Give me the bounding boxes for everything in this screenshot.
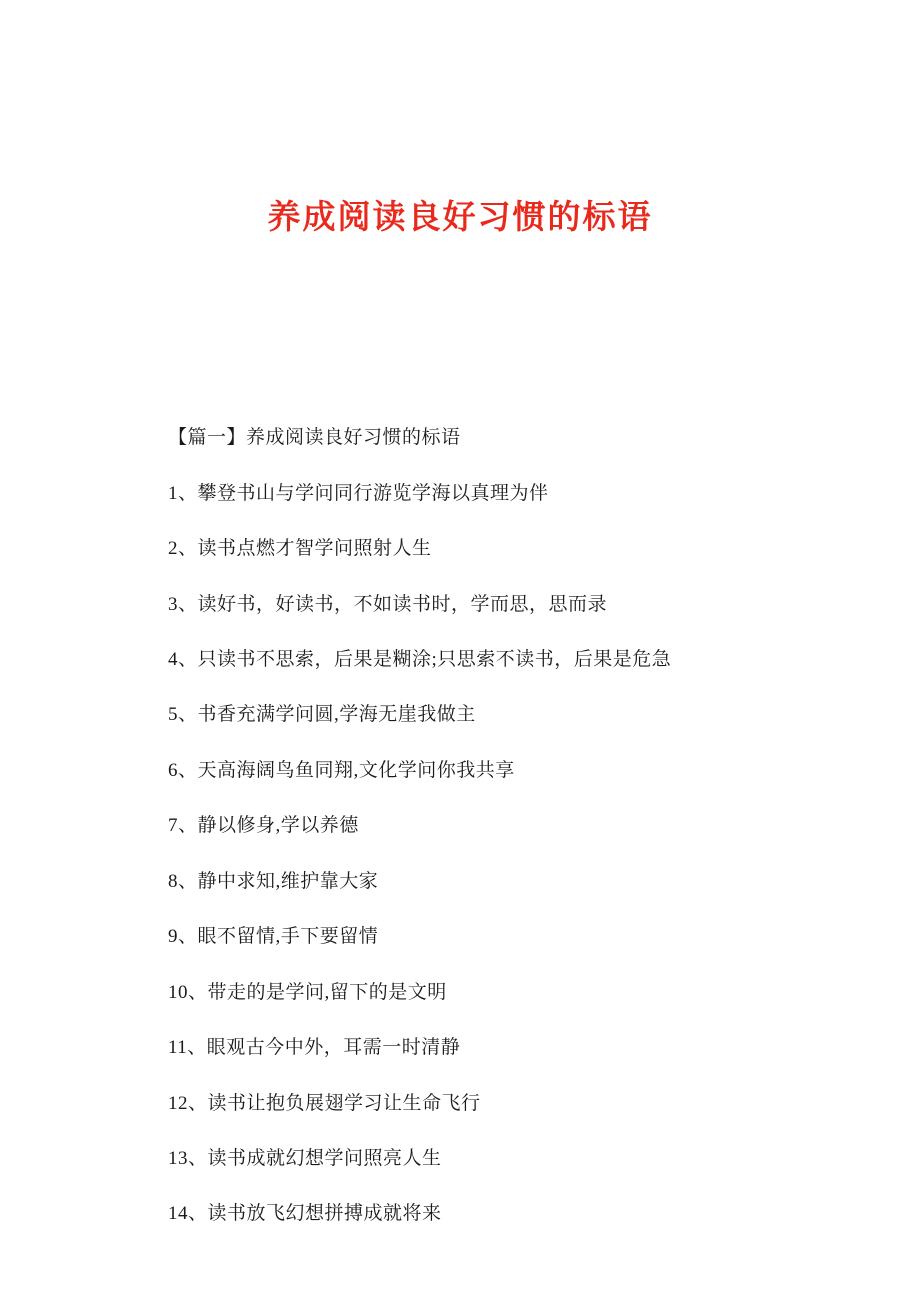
list-item: 2、读书点燃才智学问照射人生 (168, 538, 432, 560)
document-body (0, 423, 920, 1229)
list-item: 8、静中求知,维护靠大家 (168, 870, 379, 892)
list-item: 6、天高海阔鸟鱼同翔,文化学问你我共享 (168, 759, 515, 781)
list-item: 12、读书让抱负展翅学习让生命飞行 (168, 1092, 481, 1114)
list-item: 9、眼不留情,手下要留情 (168, 926, 379, 948)
page-title: 养成阅读良好习惯的标语 (267, 198, 653, 235)
list-item: 13、读书成就幻想学问照亮人生 (168, 1147, 442, 1169)
list-item: 3、读好书，好读书，不如读书时，学而思，思而录 (168, 593, 608, 615)
list-item: 11、眼观古今中外，耳需一时清静 (168, 1037, 461, 1059)
list-item: 5、书香充满学问圆,学海无崖我做主 (168, 704, 476, 726)
list-item: 1、攀登书山与学问同行游览学海以真理为伴 (168, 482, 549, 504)
list-item: 10、带走的是学问,留下的是文明 (168, 981, 447, 1003)
section-heading: 【篇一】养成阅读良好习惯的标语 (168, 427, 461, 449)
list-item: 7、静以修身,学以养德 (168, 815, 359, 837)
list-item: 4、只读书不思索，后果是糊涂;只思索不读书，后果是危急 (168, 649, 672, 670)
list-item: 14、读书放飞幻想拼搏成就将来 (168, 1203, 442, 1225)
